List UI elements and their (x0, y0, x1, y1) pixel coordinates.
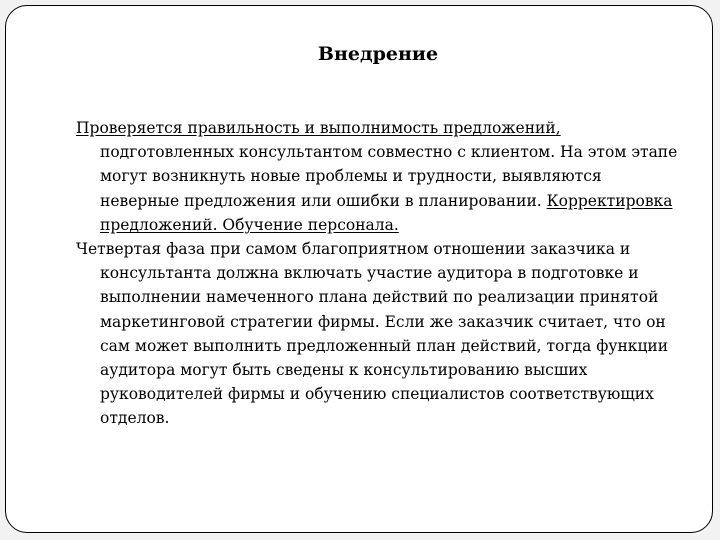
underlined-tail-phrase: Корректировка предложений. Обучение персонала. (100, 191, 673, 234)
paragraph-implementation-check (76, 116, 682, 237)
slide-title: Внедрение (317, 43, 439, 65)
paragraph-fourth-phase: Четвертая фаза при самом благоприятном отношении заказчика и консультанта должна включать участие аудитора в подготовке и выполнении намеченного плана действий по реализации принятой маркетинговой стратегии фирмы. Если же заказчик считает, что он сам может выполнить предложенный план действий, тогда функции аудитора могут быть сведены к консультированию высших руководителей фирмы и обучению специалистов соответствующих отделов. (76, 240, 669, 428)
underlined-lead-phrase: Проверяется правильность и выполнимость предложений (76, 119, 556, 137)
paragraph-body-text: подготовленных консультантом совместно с клиентом. На этом этапе могут возникнуть новые проблемы и трудности, выявляются неверные предложения или ошибки в планировании. (100, 143, 678, 210)
slide-content (76, 116, 682, 431)
underlined-comma: , (555, 119, 561, 137)
